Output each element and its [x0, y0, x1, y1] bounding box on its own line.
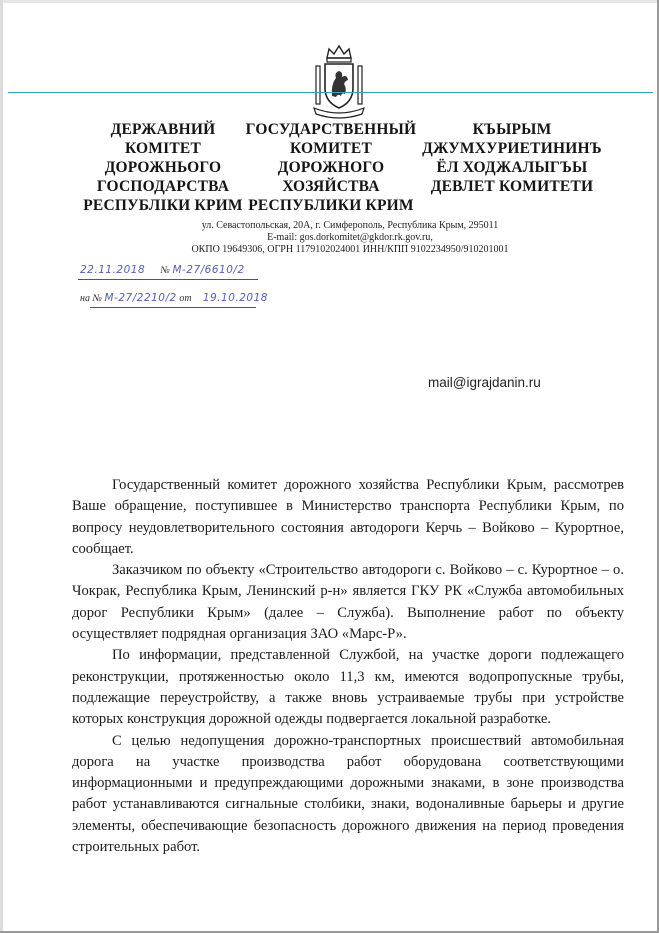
org-name-line: ДОРОЖНОГО [277, 159, 385, 176]
page-border-top [0, 0, 659, 3]
reference-from-label: от [179, 293, 192, 304]
org-name-line: ГОСПОДАРСТВА [96, 178, 230, 195]
number-label: № [160, 265, 170, 276]
contact-registry-codes: ОКПО 19649306, ОГРН 1179102024001 ИНН/КПП 9102234950/910201001 [191, 244, 509, 255]
org-name-line: РЕСПУБЛИКИ КРИМ [248, 197, 414, 214]
coat-of-arms-icon [312, 44, 366, 120]
outgoing-number: М-27/6610/2 [172, 264, 245, 276]
paragraph: С целью недопущения дорожно-транспортных происшествий автомобильная дорога на участке производства работ оборудована соответствующими информационными и предупреждающими дорожными знаками, в зоне производства работ устанавливаются сигнальные столбики, знаки, водоналивные барьеры и другие элементы, обеспечивающие безопасность дорожного движения на период проведения строительных работ. [72, 732, 624, 856]
org-name-line: КЪЫРЫМ [472, 121, 552, 138]
reference-label: на № [80, 293, 102, 304]
org-name-line: КОМИТЕТ [289, 140, 372, 157]
outgoing-date: 22.11.2018 [80, 264, 146, 276]
reference-number: М-27/2210/2 [104, 292, 177, 304]
paragraph: По информации, представленной Службой, на участке дороги подлежащего реконструкции, протяженностью около 11,3 км, имеются водопропускные трубы, подлежащие переустройству, а также вновь устраиваемые трубы при устройстве которых конструкция дорожной одежды подвергается локальной разработке. [72, 647, 624, 728]
org-name-russian [240, 120, 422, 215]
page-border-left [0, 0, 3, 933]
letter-body [72, 475, 624, 858]
addressee-email: mail@igrajdanin.ru [428, 375, 541, 390]
paragraph: Государственный комитет дорожного хозяйства Республики Крым, рассмотрев Ваше обращение, поступившее в Министерство транспорта Республики Крым, по вопросу неудовлетворительного состояния автодороги Керчь – Войково – Курортное, сообщает. [72, 477, 624, 557]
reference-underline [90, 307, 256, 308]
reference-date: 19.10.2018 [202, 292, 268, 304]
contact-email: E-mail: gos.dorkomitet@gkdor.rk.gov.ru, [267, 232, 433, 243]
reference-registration [80, 292, 268, 304]
header-divider [8, 92, 653, 93]
outgoing-registration [80, 264, 245, 276]
org-name-line: ДЖУМХУРИЕТИНИНЪ [422, 140, 602, 157]
org-name-line: ХОЗЯЙСТВА [282, 178, 380, 195]
org-name-line: ЁЛ ХОДЖАЛЫГЪЫ [436, 159, 588, 176]
org-name-line: ГОСУДАРСТВЕННЫЙ [245, 121, 417, 138]
org-name-line: ДЕРЖАВНИЙ [110, 121, 216, 138]
org-name-line: ДЕВЛЕТ КОМИТЕТИ [430, 178, 594, 195]
registration-underline [78, 279, 258, 280]
paragraph: Заказчиком по объекту «Строительство автодороги с. Войково – с. Курортное – о. Чокрак, Республика Крым, Ленинский р-н» является ГКУ РК «Служба автомобильных дорог Республики Крым» (далее – Служба). Выполнение работ по объекту осуществляет подрядная организация ЗАО «Марс-Р». [72, 562, 624, 643]
org-name-ukrainian [72, 120, 254, 215]
org-name-crimean-tatar [418, 120, 606, 196]
org-name-line: ДОРОЖНЬОГО [104, 159, 222, 176]
org-name-line: КОМІТЕТ [125, 140, 201, 157]
contact-address: ул. Севастопольская, 20А, г. Симферополь, Республика Крым, 295011 [201, 220, 499, 231]
org-name-line: РЕСПУБЛІКИ КРИМ [83, 197, 243, 214]
contact-block [150, 220, 550, 256]
